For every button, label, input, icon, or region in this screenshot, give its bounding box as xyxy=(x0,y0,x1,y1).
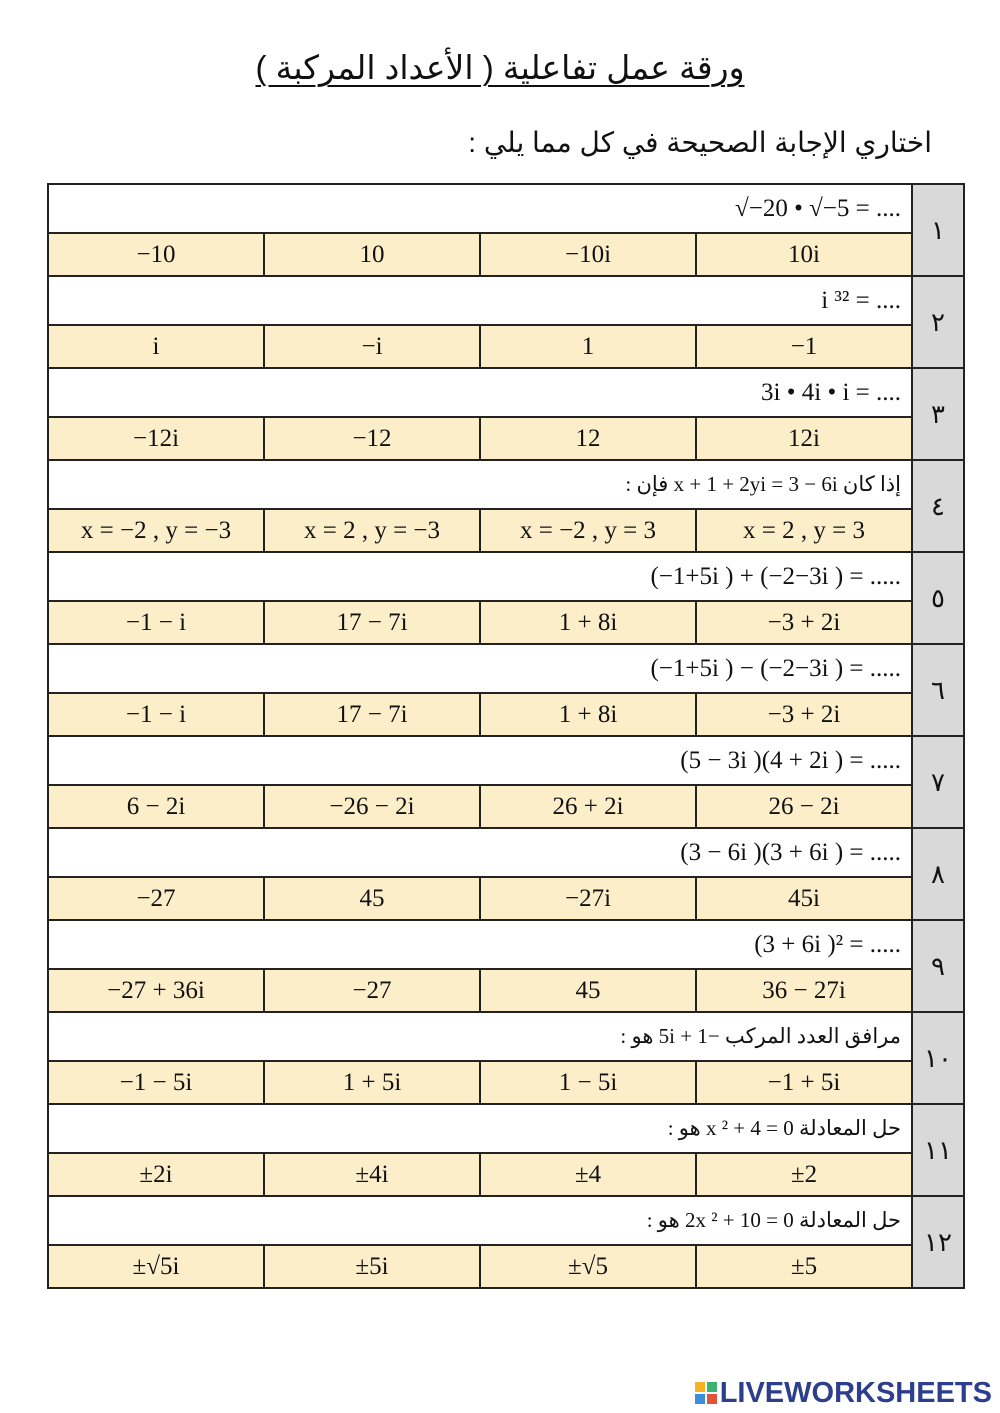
answer-option[interactable]: ±2i xyxy=(48,1153,264,1196)
answer-option[interactable]: 10i xyxy=(696,233,912,276)
answer-option[interactable]: 1 − 5i xyxy=(480,1061,696,1104)
question-row xyxy=(48,736,964,785)
options-row xyxy=(48,325,964,368)
question-row xyxy=(48,552,964,601)
answer-option[interactable]: ±4i xyxy=(264,1153,480,1196)
answer-option[interactable]: 6 − 2i xyxy=(48,785,264,828)
answer-option[interactable]: ±4 xyxy=(480,1153,696,1196)
answer-option[interactable]: −1 − 5i xyxy=(48,1061,264,1104)
question-number: ١١ xyxy=(912,1104,964,1196)
question-text: إذا كان x + 1 + 2yi = 3 − 6i فإن : xyxy=(48,460,912,509)
answer-option[interactable]: ±5 xyxy=(696,1245,912,1288)
logo-icon xyxy=(695,1382,717,1404)
question-number: ١ xyxy=(912,184,964,276)
question-number: ١٠ xyxy=(912,1012,964,1104)
answer-option[interactable]: x = 2 , y = −3 xyxy=(264,509,480,552)
answer-option[interactable]: 12 xyxy=(480,417,696,460)
question-number: ٤ xyxy=(912,460,964,552)
answer-option[interactable]: −27 xyxy=(264,969,480,1012)
question-row xyxy=(48,828,964,877)
answer-option[interactable]: −3 + 2i xyxy=(696,693,912,736)
question-number: ٣ xyxy=(912,368,964,460)
answer-option[interactable]: 26 + 2i xyxy=(480,785,696,828)
question-text: √−20 • √−5 = .... xyxy=(48,184,912,233)
question-row xyxy=(48,460,964,509)
options-row xyxy=(48,785,964,828)
question-row xyxy=(48,184,964,233)
question-row xyxy=(48,368,964,417)
answer-option[interactable]: 45 xyxy=(480,969,696,1012)
answer-option[interactable]: 1 + 5i xyxy=(264,1061,480,1104)
answer-option[interactable]: 45i xyxy=(696,877,912,920)
liveworksheets-logo xyxy=(695,1376,992,1410)
answer-option[interactable]: 1 + 8i xyxy=(480,693,696,736)
options-row xyxy=(48,877,964,920)
question-text: مرافق العدد المركب −1 + 5i هو : xyxy=(48,1012,912,1061)
question-text: i ³² = .... xyxy=(48,276,912,325)
answer-option[interactable]: −1 − i xyxy=(48,693,264,736)
answer-option[interactable]: −1 xyxy=(696,325,912,368)
options-row xyxy=(48,233,964,276)
options-row xyxy=(48,969,964,1012)
answer-option[interactable]: x = −2 , y = −3 xyxy=(48,509,264,552)
options-row xyxy=(48,417,964,460)
options-row xyxy=(48,1245,964,1288)
answer-option[interactable]: 36 − 27i xyxy=(696,969,912,1012)
answer-option[interactable]: −12 xyxy=(264,417,480,460)
answer-option[interactable]: ±√5i xyxy=(48,1245,264,1288)
answer-option[interactable]: −1 − i xyxy=(48,601,264,644)
question-text: (5 − 3i )(4 + 2i ) = ..... xyxy=(48,736,912,785)
answer-option[interactable]: −10 xyxy=(48,233,264,276)
question-number: ١٢ xyxy=(912,1196,964,1288)
answer-option[interactable]: 12i xyxy=(696,417,912,460)
answer-option[interactable]: x = −2 , y = 3 xyxy=(480,509,696,552)
answer-option[interactable]: 1 xyxy=(480,325,696,368)
answer-option[interactable]: ±2 xyxy=(696,1153,912,1196)
question-text: 3i • 4i • i = .... xyxy=(48,368,912,417)
question-row xyxy=(48,644,964,693)
question-number: ٨ xyxy=(912,828,964,920)
question-number: ٥ xyxy=(912,552,964,644)
answer-option[interactable]: x = 2 , y = 3 xyxy=(696,509,912,552)
answer-option[interactable]: −27 xyxy=(48,877,264,920)
question-number: ٧ xyxy=(912,736,964,828)
answer-option[interactable]: −12i xyxy=(48,417,264,460)
answer-option[interactable]: −10i xyxy=(480,233,696,276)
question-row xyxy=(48,1012,964,1061)
worksheet-title: ورقة عمل تفاعلية ( الأعداد المركبة ) xyxy=(255,49,745,86)
question-text: (−1+5i ) + (−2−3i ) = ..... xyxy=(48,552,912,601)
question-text: (3 + 6i )² = ..... xyxy=(48,920,912,969)
question-number: ٢ xyxy=(912,276,964,368)
answer-option[interactable]: 26 − 2i xyxy=(696,785,912,828)
answer-option[interactable]: ±5i xyxy=(264,1245,480,1288)
answer-option[interactable]: −27i xyxy=(480,877,696,920)
question-text: (3 − 6i )(3 + 6i ) = ..... xyxy=(48,828,912,877)
options-row xyxy=(48,1061,964,1104)
answer-option[interactable]: −27 + 36i xyxy=(48,969,264,1012)
question-number: ٦ xyxy=(912,644,964,736)
answer-option[interactable]: 45 xyxy=(264,877,480,920)
options-row xyxy=(48,693,964,736)
question-row xyxy=(48,1196,964,1245)
answer-option[interactable]: −26 − 2i xyxy=(264,785,480,828)
options-row xyxy=(48,601,964,644)
answer-option[interactable]: ±√5 xyxy=(480,1245,696,1288)
question-row xyxy=(48,1104,964,1153)
question-row xyxy=(48,920,964,969)
instruction-text: اختاري الإجابة الصحيحة في كل مما يلي : xyxy=(468,127,932,158)
answer-option[interactable]: 17 − 7i xyxy=(264,601,480,644)
options-row xyxy=(48,1153,964,1196)
answer-option[interactable]: −3 + 2i xyxy=(696,601,912,644)
question-number: ٩ xyxy=(912,920,964,1012)
question-table xyxy=(47,183,965,1289)
answer-option[interactable]: −1 + 5i xyxy=(696,1061,912,1104)
question-text: حل المعادلة 2x ² + 10 = 0 هو : xyxy=(48,1196,912,1245)
question-text: (−1+5i ) − (−2−3i ) = ..... xyxy=(48,644,912,693)
logo-text: LIVEWORKSHEETS xyxy=(719,1376,992,1409)
answer-option[interactable]: i xyxy=(48,325,264,368)
answer-option[interactable]: 10 xyxy=(264,233,480,276)
question-text: حل المعادلة x ² + 4 = 0 هو : xyxy=(48,1104,912,1153)
answer-option[interactable]: −i xyxy=(264,325,480,368)
answer-option[interactable]: 17 − 7i xyxy=(264,693,480,736)
answer-option[interactable]: 1 + 8i xyxy=(480,601,696,644)
options-row xyxy=(48,509,964,552)
question-row xyxy=(48,276,964,325)
